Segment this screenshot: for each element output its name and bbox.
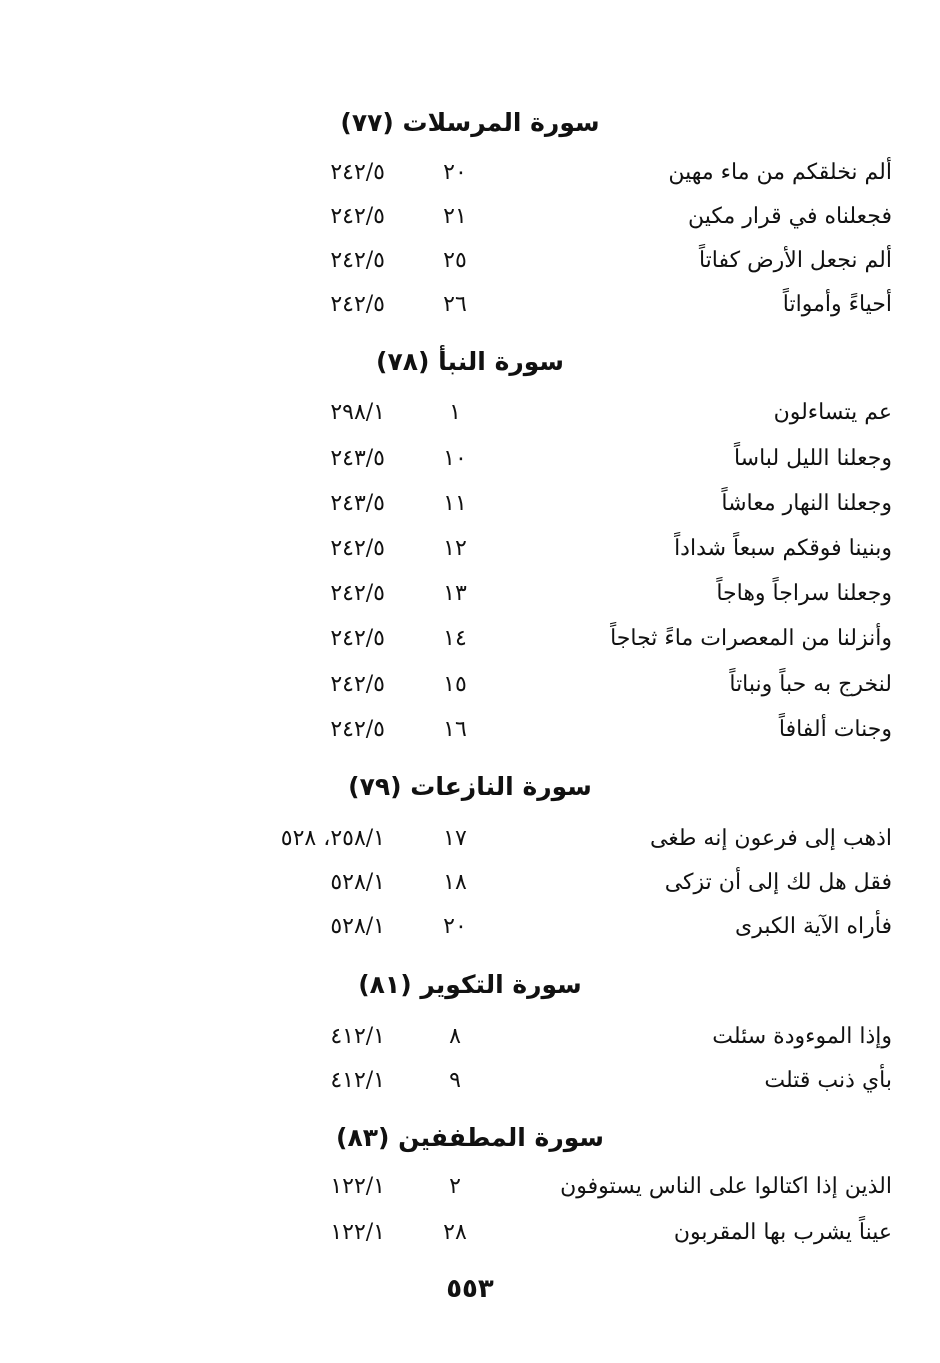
verse-row xyxy=(0,437,940,481)
verse-number: ١٥ xyxy=(443,672,467,697)
verse-row xyxy=(0,283,940,327)
verse-number: ١ xyxy=(449,400,461,425)
volume-page-ref: ٤١٢/١ xyxy=(330,1068,385,1093)
verse-row xyxy=(0,572,940,616)
verse-row xyxy=(0,617,940,661)
volume-page-ref: ٢٤٢/٥ xyxy=(330,292,385,317)
volume-page-ref: ٢٤٢/٥ xyxy=(330,536,385,561)
surah-title: سورة التكوير (٨١) xyxy=(358,970,582,999)
verse-number: ٩ xyxy=(449,1068,461,1093)
volume-page-ref: ٢٤٢/٥ xyxy=(330,248,385,273)
verse-number: ١٨ xyxy=(443,870,467,895)
verse-number: ٨ xyxy=(449,1024,461,1049)
verse-text: اذهب إلى فرعون إنه طغى xyxy=(649,826,892,851)
verse-text: أحياءً وأمواتاً xyxy=(782,292,892,317)
volume-page-ref: ٢٤٢/٥ xyxy=(330,717,385,742)
volume-page-ref: ٤١٢/١ xyxy=(330,1024,385,1049)
verse-text: وإذا الموءودة سئلت xyxy=(712,1024,892,1049)
volume-page-ref: ٢٤٣/٥ xyxy=(330,491,385,516)
verse-number: ٢٠ xyxy=(443,160,467,185)
volume-page-ref: ٢٤٢/٥ xyxy=(330,626,385,651)
verse-number: ٢١ xyxy=(443,204,467,229)
verse-text: عم يتساءلون xyxy=(773,400,892,425)
verse-number: ٢٨ xyxy=(443,1220,467,1245)
volume-page-ref: ١٢٢/١ xyxy=(330,1174,385,1199)
verse-number: ١٧ xyxy=(443,826,467,851)
verse-row xyxy=(0,239,940,283)
verse-row xyxy=(0,195,940,239)
verse-text: بأي ذنب قتلت xyxy=(764,1068,892,1093)
verse-text: فجعلناه في قرار مكين xyxy=(687,204,892,229)
verse-number: ١٠ xyxy=(443,446,467,471)
verse-number: ١١ xyxy=(443,491,467,516)
verse-row xyxy=(0,151,940,195)
verse-number: ١٣ xyxy=(443,581,467,606)
verse-text: الذين إذا اكتالوا على الناس يستوفون xyxy=(560,1174,892,1199)
volume-page-ref: ٢٤٢/٥ xyxy=(330,581,385,606)
verse-number: ١٢ xyxy=(443,536,467,561)
volume-page-ref: ٢٩٨/١ xyxy=(330,400,385,425)
verse-text: ألم نخلقكم من ماء مهين xyxy=(668,160,892,185)
page-number: ٥٥٣ xyxy=(446,1274,494,1304)
verse-row xyxy=(0,1059,940,1103)
verse-row xyxy=(0,708,940,752)
surah-title: سورة المرسلات (٧٧) xyxy=(340,108,600,137)
surah-title: سورة النبأ (٧٨) xyxy=(376,347,564,376)
volume-page-ref: ٢٤٢/٥ xyxy=(330,204,385,229)
verse-number: ٢ xyxy=(449,1174,461,1199)
verse-row xyxy=(0,905,940,949)
verse-text: وجنات ألفافاً xyxy=(778,717,892,742)
verse-row xyxy=(0,817,940,861)
verse-row xyxy=(0,527,940,571)
volume-page-ref: ٢٥٨/١، ٥٢٨ xyxy=(280,826,385,851)
verse-text: عيناً يشرب بها المقربون xyxy=(673,1220,892,1245)
verse-text: لنخرج به حباً ونباتاً xyxy=(729,672,892,697)
volume-page-ref: ٥٢٨/١ xyxy=(330,914,385,939)
surah-title: سورة المطففين (٨٣) xyxy=(336,1123,604,1152)
volume-page-ref: ٢٤٣/٥ xyxy=(330,446,385,471)
volume-page-ref: ١٢٢/١ xyxy=(330,1220,385,1245)
verse-text: وأنزلنا من المعصرات ماءً ثجاجاً xyxy=(610,626,892,651)
verse-row xyxy=(0,391,940,435)
surah-title: سورة النازعات (٧٩) xyxy=(348,772,592,801)
verse-text: ألم نجعل الأرض كفاتاً xyxy=(698,248,892,273)
verse-number: ١٤ xyxy=(443,626,467,651)
verse-number: ٢٥ xyxy=(443,248,467,273)
verse-number: ٢٦ xyxy=(443,292,467,317)
verse-text: فقل هل لك إلى أن تزكى xyxy=(664,870,892,895)
volume-page-ref: ٢٤٢/٥ xyxy=(330,160,385,185)
verse-text: وجعلنا الليل لباساً xyxy=(733,446,892,471)
verse-number: ٢٠ xyxy=(443,914,467,939)
volume-page-ref: ٥٢٨/١ xyxy=(330,870,385,895)
verse-row xyxy=(0,1211,940,1255)
volume-page-ref: ٢٤٢/٥ xyxy=(330,672,385,697)
verse-text: وجعلنا سراجاً وهاجاً xyxy=(716,581,892,606)
verse-row xyxy=(0,1165,940,1209)
verse-text: وجعلنا النهار معاشاً xyxy=(721,491,892,516)
verse-row xyxy=(0,482,940,526)
verse-row xyxy=(0,1015,940,1059)
verse-row xyxy=(0,861,940,905)
verse-row xyxy=(0,663,940,707)
verse-text: فأراه الآية الكبرى xyxy=(734,914,892,939)
verse-number: ١٦ xyxy=(443,717,467,742)
verse-text: وبنينا فوقكم سبعاً شداداً xyxy=(674,536,892,561)
